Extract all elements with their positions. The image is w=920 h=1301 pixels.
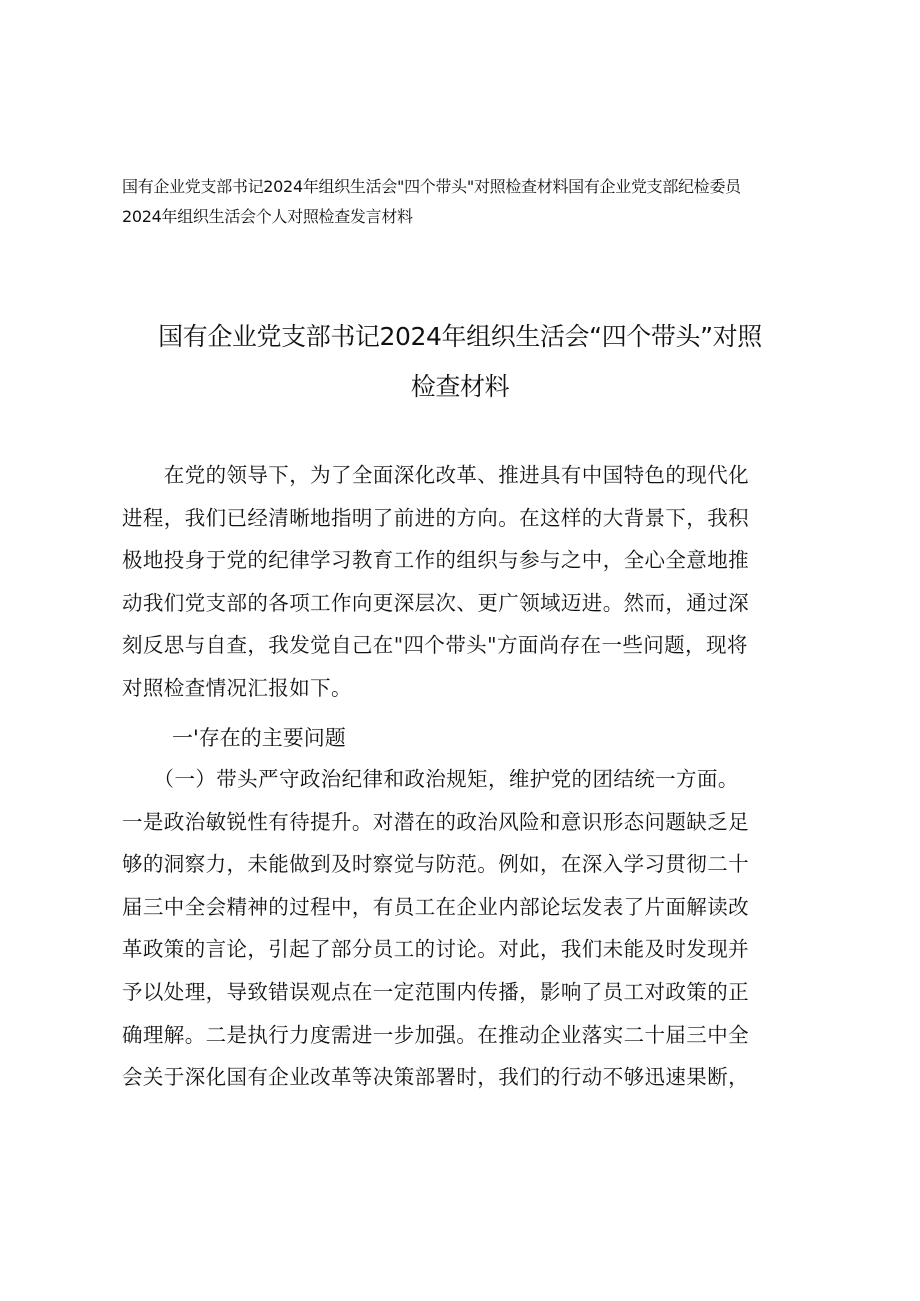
document-title-line-2: 检查材料 (410, 372, 510, 401)
intro-line: 在党的领导下，为了全面深化改革、推进具有中国特色的现代化 (122, 463, 749, 487)
intro-line: 对照检查情况汇报如下。 (122, 675, 352, 700)
intro-line: 动我们党支部的各项工作向更深层次、更广领域迈进。然而，通过深 (122, 590, 749, 615)
paragraph-line: 确理解。二是执行力度需进一步加强。在推动企业落实二十届三中全 (122, 1022, 749, 1047)
intro-paragraph (122, 454, 812, 710)
document-title-line-1: 国有企业党支部书记2024年组织生活会“四个带头”对照 (158, 322, 762, 351)
paragraph-line: （一）带头严守政治纪律和政治规矩，维护党的团结统一方面。 (122, 767, 739, 791)
intro-line: 刻反思与自查，我发觉自己在"四个带头"方面尚存在一些问题，现将 (122, 633, 748, 658)
paragraph-1 (122, 758, 812, 1099)
section-heading: 一'存在的主要问题 (172, 726, 346, 750)
collection-title-line-2: 2024年组织生活会个人对照检查发言材料 (122, 207, 413, 226)
intro-line: 极地投身于党的纪律学习教育工作的组织与参与之中，全心全意地推 (122, 548, 749, 573)
document-title (100, 312, 820, 412)
paragraph-line: 革政策的言论，引起了部分员工的讨论。对此，我们未能及时发现并 (122, 937, 749, 962)
paragraph-line: 予以处理，导致错误观点在一定范围内传播，影响了员工对政策的正 (122, 979, 749, 1004)
paragraph-line: 会关于深化国有企业改革等决策部署时，我们的行动不够迅速果断， (122, 1065, 749, 1090)
intro-line: 进程，我们已经清晰地指明了前进的方向。在这样的大背景下，我积 (122, 505, 749, 530)
collection-title-line-1: 国有企业党支部书记2024年组织生活会"四个带头"对照检查材料国有企业党支部纪检委员 (122, 177, 741, 196)
paragraph-line: 届三中全会精神的过程中，有员工在企业内部论坛发表了片面解读改 (122, 894, 749, 919)
paragraph-line: 一是政治敏锐性有待提升。对潜在的政治风险和意识形态问题缺乏足 (122, 809, 749, 834)
collection-title (122, 172, 812, 232)
paragraph-line: 够的洞察力，未能做到及时察觉与防范。例如，在深入学习贯彻二十 (122, 852, 749, 877)
